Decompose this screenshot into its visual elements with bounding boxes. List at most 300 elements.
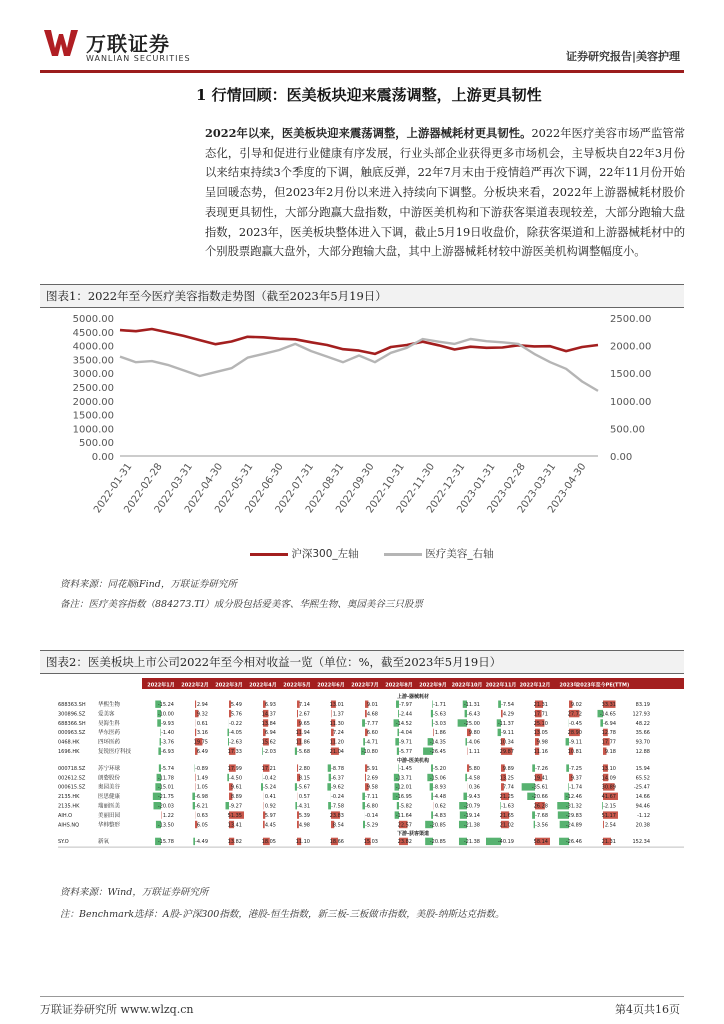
table-cell-value: 11.94 bbox=[295, 730, 310, 737]
table-cell-value: 2.67 bbox=[298, 711, 310, 718]
table-cell-value: -7.11 bbox=[365, 794, 378, 801]
table-cell-value: -6.43 bbox=[467, 711, 480, 718]
table-cell-value: 21.31 bbox=[533, 702, 548, 708]
table-cell-value: 9.65 bbox=[298, 720, 310, 727]
table-cell-value: -19.14 bbox=[463, 812, 480, 819]
table-cell-value: 48.22 bbox=[635, 720, 650, 727]
table-cell-value: -4.49 bbox=[195, 839, 208, 846]
table-cell-value: -14.35 bbox=[429, 739, 446, 746]
page-footer bbox=[40, 996, 684, 1017]
left-axis-tick: 5000.00 bbox=[72, 314, 114, 325]
table-cell-value: 21.25 bbox=[499, 794, 514, 801]
table-row-code: 2135.HK bbox=[58, 803, 80, 810]
table-cell-value: 1.22 bbox=[162, 812, 174, 819]
x-axis-tick: 2022-07-31 bbox=[273, 461, 317, 516]
table-cell-value: 17.71 bbox=[533, 711, 548, 718]
paragraph-lead: 2022年以来，医美板块迎来震荡调整，上游器械耗材更具韧性。 bbox=[205, 126, 532, 140]
table-cell-value: 21.02 bbox=[499, 822, 514, 829]
table-row-name: 华韩整形 bbox=[98, 822, 121, 829]
table-cell-value: 15.62 bbox=[261, 739, 276, 746]
table-cell-value: -13.71 bbox=[395, 775, 412, 782]
table-cell-value: -5.63 bbox=[433, 711, 446, 718]
table-cell-value: -5.67 bbox=[297, 784, 310, 791]
table-cell-value: 27.72 bbox=[567, 711, 582, 718]
table-cell-value: 3.16 bbox=[196, 730, 208, 737]
table-cell-value: -35.61 bbox=[531, 784, 548, 791]
table-row-code: 300896.SZ bbox=[58, 711, 86, 718]
table-cell-value: 12.78 bbox=[601, 730, 616, 737]
table-cell-value: 0.36 bbox=[468, 784, 480, 791]
table-row-name: 奥园美谷 bbox=[98, 784, 121, 791]
table-cell-value: -11.64 bbox=[395, 812, 412, 819]
table-cell-value: 20.38 bbox=[635, 822, 650, 829]
table-cell-value: -11.37 bbox=[497, 720, 514, 727]
table-cell-value: -7.97 bbox=[399, 702, 412, 708]
table-column-header: 2022年10月 bbox=[451, 682, 483, 689]
table-cell-value: -10.00 bbox=[157, 711, 174, 718]
table-cell-value: 13.10 bbox=[601, 765, 616, 772]
table-cell-value: 28.90 bbox=[567, 730, 582, 737]
table-column-header: 2022年7月 bbox=[351, 682, 379, 689]
table-cell-value: -25.00 bbox=[463, 720, 480, 727]
table-cell-value: -5.68 bbox=[297, 749, 310, 755]
page-number: 第4页共16页 bbox=[615, 1003, 680, 1016]
table-cell-value: -4.31 bbox=[297, 803, 310, 810]
table-cell-value: -4.06 bbox=[467, 739, 480, 746]
left-axis-tick: 4500.00 bbox=[72, 327, 114, 339]
table-cell-value: 152.34 bbox=[632, 839, 650, 846]
table-row-name: 医思健康 bbox=[98, 794, 121, 801]
table-cell-value: 9.37 bbox=[570, 775, 582, 782]
table-bar-positive bbox=[433, 729, 434, 736]
table-cell-value: -7.68 bbox=[535, 812, 548, 819]
left-axis-tick: 1000.00 bbox=[72, 424, 114, 436]
table-cell-value: -2.63 bbox=[229, 739, 242, 746]
left-axis-tick: 500.00 bbox=[79, 438, 114, 450]
table-row-name: 昊海生科 bbox=[98, 720, 121, 727]
table-cell-value: -20.66 bbox=[531, 794, 548, 801]
table-cell-value: -9.11 bbox=[501, 730, 514, 737]
table-cell-value: -20.85 bbox=[429, 839, 446, 846]
table-cell-value: -26.46 bbox=[565, 839, 582, 846]
table-cell-value: 29.87 bbox=[499, 749, 514, 755]
left-axis-tick: 0.00 bbox=[91, 452, 114, 463]
table-cell-value: 21.04 bbox=[329, 749, 344, 755]
brand-name-en: WANLIAN SECURITIES bbox=[86, 54, 191, 63]
table-row-name: 新氧 bbox=[98, 839, 110, 846]
table-cell-value: -1.40 bbox=[161, 730, 174, 737]
table-cell-value: -3.76 bbox=[161, 739, 174, 746]
table-cell-value: 25.10 bbox=[533, 720, 548, 727]
table-cell-value: -1.74 bbox=[569, 784, 582, 791]
table-cell-value: 127.93 bbox=[632, 711, 650, 718]
right-axis-tick: 1500.00 bbox=[610, 369, 652, 381]
table-cell-value: 8.89 bbox=[230, 794, 242, 801]
table-cell-value: -4.58 bbox=[467, 775, 480, 782]
table-cell-value: -6.98 bbox=[195, 794, 208, 801]
paragraph-body: 2022年医疗美容市场严监管常态化，引导和促进行业健康有序发展，行业头部企业获得更多市场机会，主导板块自22年3月份以来结束持续3个季度的下调，触底反弹，22年7月末由于疫情趋严再次下调，22年11月份开始呈回暖态势，但2023年2月份以来进入持续向下调整。分板块来看，2022年上游器械耗材股价表现更具韧性，大部分跑赢大盘指数，中游医美机构和下游获客渠道表现较差，大部分跑输大盘指数，2023年，医美板块整体进入下调，截止5月19日收盘价，除获客渠道和上游器械耗材中的个别股票跑赢大盘外，大部分跑输大盘，其中上游器械耗材较中游医美机构调整幅度小。 bbox=[205, 127, 685, 259]
table-cell-value: -5.77 bbox=[399, 749, 412, 755]
table-cell-value: -1.45 bbox=[399, 765, 412, 772]
table-column-header: 2022年8月 bbox=[385, 682, 413, 689]
table-row-name: 华熙生物 bbox=[98, 702, 121, 708]
table-row-name: 苏宁环球 bbox=[98, 765, 121, 772]
table-cell-value: 14.66 bbox=[635, 794, 650, 801]
table-cell-value: -5.74 bbox=[161, 765, 174, 772]
table-cell-value: 65.52 bbox=[635, 775, 650, 782]
table-cell-value: 17.99 bbox=[227, 765, 242, 772]
table-cell-value: 19.75 bbox=[193, 739, 208, 746]
table-cell-value: -21.38 bbox=[463, 839, 480, 846]
table-cell-value: -3.03 bbox=[433, 720, 446, 727]
table-cell-value: -4.50 bbox=[229, 775, 242, 782]
legend-label-hs300: 沪深300_左轴 bbox=[291, 548, 359, 560]
table-cell-value: 93.70 bbox=[635, 739, 650, 746]
table-cell-value: -0.45 bbox=[569, 720, 582, 727]
table-cell-value: 8.15 bbox=[298, 775, 310, 782]
table-cell-value: 11.30 bbox=[329, 720, 344, 727]
table-cell-value: 13.84 bbox=[261, 720, 276, 727]
table-cell-value: 5.49 bbox=[230, 702, 242, 708]
table-row-code: 000615.SZ bbox=[58, 784, 86, 791]
x-axis-tick: 2022-06-30 bbox=[243, 461, 286, 516]
table-cell-value: 14.09 bbox=[601, 775, 616, 782]
x-axis-tick: 2023-01-31 bbox=[455, 461, 498, 516]
table-cell-value: -14.65 bbox=[599, 711, 616, 718]
table-cell-value: 9.18 bbox=[604, 749, 616, 755]
table-cell-value: -4.04 bbox=[399, 730, 412, 737]
table-cell-value: 1.37 bbox=[332, 711, 344, 718]
table-column-header: 2022年3月 bbox=[215, 682, 243, 689]
table-cell-value: 2.80 bbox=[298, 765, 310, 772]
table-cell-value: 5.80 bbox=[468, 765, 480, 772]
brand-name: 万联证券 bbox=[86, 32, 170, 56]
x-axis-tick: 2022-03-31 bbox=[152, 461, 195, 516]
table-cell-value: 21.65 bbox=[499, 812, 514, 819]
table-group-label: 中游-医美机构 bbox=[396, 757, 430, 764]
table-bar-positive bbox=[195, 774, 196, 781]
table-cell-value: 7.74 bbox=[502, 784, 514, 791]
table-cell-value: -15.01 bbox=[157, 784, 174, 791]
table-cell-value: 6.93 bbox=[264, 702, 276, 708]
table-cell-value: -2.44 bbox=[399, 711, 412, 718]
table-column-header: 2022年9月 bbox=[419, 682, 447, 689]
table-cell-value: 5.91 bbox=[366, 765, 378, 772]
table-cell-value: -15.78 bbox=[157, 839, 174, 846]
table-cell-value: -3.56 bbox=[535, 822, 548, 829]
section-title: 1 行情回顾：医美板块迎来震荡调整，上游更具韧性 bbox=[196, 86, 542, 104]
table-cell-value: 30.89 bbox=[601, 784, 616, 791]
page-header bbox=[40, 22, 684, 73]
table-cell-value: -4.71 bbox=[365, 739, 378, 746]
table-cell-value: -8.93 bbox=[433, 784, 446, 791]
table-cell-value: -9.43 bbox=[467, 794, 480, 801]
table-cell-value: -40.19 bbox=[497, 839, 514, 846]
table-cell-value: -20.85 bbox=[429, 822, 446, 829]
table-column-header: 2022年4月 bbox=[249, 682, 277, 689]
x-axis-tick: 2022-02-28 bbox=[122, 461, 165, 516]
legend-label-medbeauty: 医疗美容_右轴 bbox=[425, 548, 494, 560]
left-axis-tick: 1500.00 bbox=[72, 410, 114, 422]
table-cell-value: 4.68 bbox=[366, 711, 378, 718]
table-cell-value: 0.61 bbox=[196, 720, 208, 727]
table-cell-value: 17.21 bbox=[261, 765, 276, 772]
table-row-code: 688366.SH bbox=[58, 720, 86, 727]
table-cell-value: 9.89 bbox=[502, 765, 514, 772]
relative-return-table bbox=[58, 678, 684, 876]
table-cell-value: -6.21 bbox=[195, 803, 208, 810]
table-cell-value: 6.49 bbox=[196, 749, 208, 755]
table-row-code: 000963.SZ bbox=[58, 730, 86, 737]
right-axis-tick: 500.00 bbox=[610, 424, 645, 436]
table-column-header: 2022年11月 bbox=[485, 682, 517, 689]
wanlian-logo-icon bbox=[44, 28, 78, 58]
table-cell-value: 17.77 bbox=[601, 739, 616, 746]
table-cell-value: -7.77 bbox=[365, 720, 378, 727]
table-cell-value: -0.22 bbox=[229, 720, 242, 727]
table-cell-value: 12.88 bbox=[635, 749, 650, 755]
table-cell-value: -4.83 bbox=[433, 812, 446, 819]
legend-swatch-hs300 bbox=[250, 553, 288, 556]
table-cell-value: -12.01 bbox=[395, 784, 412, 791]
x-axis-tick: 2022-01-31 bbox=[92, 461, 135, 516]
table-cell-value: -7.25 bbox=[569, 765, 582, 772]
figure1-source: 资料来源：同花顺iFind，万联证券研究所 bbox=[60, 579, 237, 590]
table-cell-value: 23.82 bbox=[397, 839, 412, 846]
x-axis-tick: 2022-04-30 bbox=[182, 461, 226, 516]
table-cell-value: 7.24 bbox=[332, 730, 344, 737]
table-cell-value: -2.15 bbox=[603, 803, 616, 810]
table-cell-value: 0.63 bbox=[196, 812, 208, 819]
table-cell-value: -5.29 bbox=[365, 822, 378, 829]
table-cell-value: -1.12 bbox=[637, 812, 650, 819]
x-axis-tick: 2022-10-31 bbox=[364, 461, 407, 516]
table-row-code: 1696.HK bbox=[58, 749, 80, 755]
table-cell-value: -15.06 bbox=[429, 775, 446, 782]
table-cell-value: -8.78 bbox=[331, 765, 344, 772]
table-cell-value: 8.54 bbox=[332, 822, 344, 829]
table-cell-value: 23.83 bbox=[329, 812, 344, 819]
table-cell-value: 9.01 bbox=[366, 702, 378, 708]
table-cell-value: -24.89 bbox=[565, 822, 582, 829]
right-axis-tick: 1000.00 bbox=[610, 396, 652, 408]
table-cell-value: -12.46 bbox=[565, 794, 582, 801]
right-axis-tick: 2000.00 bbox=[610, 341, 652, 353]
table-row-name: 朗姿股份 bbox=[98, 775, 121, 782]
left-axis-tick: 2000.00 bbox=[72, 396, 114, 408]
table-cell-value: 13.05 bbox=[533, 730, 548, 737]
table-cell-value: 5.39 bbox=[298, 812, 310, 819]
table-cell-value: 10.34 bbox=[499, 739, 514, 746]
table-group-label: 上游-器械耗材 bbox=[396, 694, 430, 700]
table-bar-positive bbox=[365, 774, 366, 781]
table-cell-value: 17.33 bbox=[227, 749, 242, 755]
table-cell-value: -2.03 bbox=[263, 749, 276, 755]
table-cell-value: -14.52 bbox=[395, 720, 412, 727]
right-axis-tick: 2500.00 bbox=[610, 314, 652, 325]
table-cell-value: -9.93 bbox=[161, 720, 174, 727]
table-column-header: 2022年6月 bbox=[317, 682, 345, 689]
table-bar-positive bbox=[331, 710, 332, 717]
x-axis-tick: 2022-11-30 bbox=[394, 461, 438, 516]
left-axis-tick: 3500.00 bbox=[72, 355, 114, 367]
table-cell-value: 33.31 bbox=[601, 702, 616, 708]
table-row-code: SY.O bbox=[58, 839, 69, 846]
chart-legend bbox=[250, 546, 494, 561]
footer-site: 万联证券研究所 www.wlzq.cn bbox=[40, 1003, 194, 1016]
table-cell-value: 15.94 bbox=[635, 765, 650, 772]
table-cell-value: -1.71 bbox=[433, 702, 446, 708]
table-group-label: 下游-获客渠道 bbox=[396, 831, 430, 838]
table-row-code: 2135.HK bbox=[58, 794, 80, 801]
table-cell-value: 22.57 bbox=[397, 822, 412, 829]
table-cell-value: -10.80 bbox=[361, 749, 378, 755]
table-cell-value: 0.92 bbox=[264, 803, 276, 810]
table-cell-value: 51.35 bbox=[227, 812, 242, 819]
table-cell-value: 10.81 bbox=[567, 749, 582, 755]
table-cell-value: -6.80 bbox=[365, 803, 378, 810]
table-cell-value: -5.24 bbox=[263, 784, 276, 791]
table-cell-value: 11.16 bbox=[533, 749, 548, 755]
table-cell-value: -9.62 bbox=[331, 784, 344, 791]
table-column-header: 2023年至今PE(TTM) bbox=[576, 682, 630, 689]
figure1-title: 图表1：2022年至今医疗美容指数走势图（截至2023年5月19日） bbox=[40, 284, 684, 308]
table-cell-value: -11.78 bbox=[157, 775, 174, 782]
table-column-header: 2022年1月 bbox=[147, 682, 175, 689]
table-cell-value: 11.10 bbox=[295, 839, 310, 846]
table-cell-value: 2.69 bbox=[366, 775, 378, 782]
table-cell-value: -5.82 bbox=[399, 803, 412, 810]
table-row-name: 瑞丽医美 bbox=[98, 803, 121, 810]
table-cell-value: -20.79 bbox=[463, 803, 480, 810]
table-cell-value: -9.71 bbox=[399, 739, 412, 746]
table-cell-value: 7.14 bbox=[298, 702, 310, 708]
table-cell-value: 6.94 bbox=[264, 730, 276, 737]
table-cell-value: 19.41 bbox=[533, 775, 548, 782]
table-cell-value: -21.38 bbox=[463, 822, 480, 829]
table-cell-value: 4.45 bbox=[264, 822, 276, 829]
table-cell-value: 9.32 bbox=[196, 711, 208, 718]
figure2-note: 注：Benchmark选择：A股-沪深300指数，港股-恒生指数，新三板-三板做市指数，美股-纳斯达克指数。 bbox=[60, 909, 505, 920]
table-cell-value: 1.86 bbox=[434, 730, 446, 737]
table-cell-value: 5.97 bbox=[264, 812, 276, 819]
table-row-code: 0468.HK bbox=[58, 739, 80, 746]
table-cell-value: 35.66 bbox=[635, 730, 650, 737]
table-cell-value: -1.63 bbox=[501, 803, 514, 810]
table-cell-value: -0.89 bbox=[195, 765, 208, 772]
table-cell-value: -6.94 bbox=[603, 720, 616, 727]
table-column-header: 2023年 bbox=[559, 682, 579, 689]
x-axis-tick: 2023-02-28 bbox=[485, 461, 528, 516]
left-axis-tick: 3000.00 bbox=[72, 369, 114, 381]
table-cell-value: 9.80 bbox=[468, 730, 480, 737]
table-cell-value: 94.46 bbox=[635, 803, 650, 810]
table-cell-value: -9.11 bbox=[569, 739, 582, 746]
table-cell-value: 13.41 bbox=[227, 822, 242, 829]
table-cell-value: 51.17 bbox=[601, 812, 616, 819]
table-cell-value: 5.76 bbox=[230, 711, 242, 718]
table-cell-value: -6.37 bbox=[331, 775, 344, 782]
left-axis-tick: 2500.00 bbox=[72, 383, 114, 394]
table-cell-value: 26.28 bbox=[533, 803, 548, 810]
table-cell-value: -0.24 bbox=[331, 794, 344, 801]
table-cell-value: 1.11 bbox=[468, 749, 480, 755]
table-cell-value: 58.14 bbox=[533, 839, 548, 846]
table-cell-value: 2.54 bbox=[604, 822, 616, 829]
table-cell-value: 4.98 bbox=[298, 822, 310, 829]
table-cell-value: 21.31 bbox=[601, 839, 616, 846]
table-column-header: 2022年2月 bbox=[181, 682, 209, 689]
legend-swatch-medbeauty bbox=[384, 553, 422, 556]
table-cell-value: 6.05 bbox=[196, 822, 208, 829]
table-cell-value: 2.94 bbox=[196, 702, 208, 708]
table-bar-positive bbox=[603, 821, 604, 828]
table-row-name: 美丽田园 bbox=[98, 812, 121, 819]
index-trend-chart bbox=[40, 308, 684, 570]
table-row-code: 000718.SZ bbox=[58, 765, 86, 772]
figure2-title: 图表2：医美板块上市公司2022年至今相对收益一览（单位：%，截至2023年5月19日） bbox=[40, 650, 684, 674]
table-cell-value: -4.05 bbox=[229, 730, 242, 737]
table-cell-value: 1.49 bbox=[196, 775, 208, 782]
table-cell-value: -25.47 bbox=[633, 784, 650, 791]
table-cell-value: -26.45 bbox=[429, 749, 446, 755]
table-cell-value: -16.95 bbox=[395, 794, 412, 801]
table-cell-value: -7.58 bbox=[331, 803, 344, 810]
table-cell-value: 1.05 bbox=[196, 784, 208, 791]
table-column-header: 2022年5月 bbox=[283, 682, 311, 689]
figure2-source: 资料来源：Wind，万联证券研究所 bbox=[60, 887, 209, 898]
table-row-name: 爱美客 bbox=[98, 711, 115, 718]
table-cell-value: -20.03 bbox=[157, 803, 174, 810]
table-cell-value: -31.32 bbox=[565, 803, 582, 810]
table-cell-value: 14.37 bbox=[261, 711, 276, 718]
table-row-code: 002612.SZ bbox=[58, 775, 86, 782]
table-cell-value: 13.01 bbox=[329, 702, 344, 708]
table-row-code: 688363.SH bbox=[58, 702, 86, 708]
table-cell-value: 11.20 bbox=[329, 739, 344, 746]
x-axis-tick: 2022-08-31 bbox=[303, 461, 347, 516]
table-cell-value: -7.54 bbox=[501, 702, 514, 708]
table-cell-value: 18.66 bbox=[329, 839, 344, 846]
table-bar-positive bbox=[297, 710, 298, 717]
report-type: 证券研究报告|美容护理 bbox=[565, 50, 680, 63]
table-cell-value: -0.42 bbox=[263, 775, 276, 782]
table-cell-value: -5.20 bbox=[433, 765, 446, 772]
table-cell-value: -15.24 bbox=[157, 702, 174, 708]
x-axis-tick: 2022-05-31 bbox=[213, 461, 256, 516]
figure1-note: 备注：医疗美容指数（884273.TI）成分股包括爱美客、华熙生物、奥园美谷三只股票 bbox=[60, 599, 423, 610]
table-cell-value: 9.02 bbox=[570, 702, 582, 708]
table-row-name: 华东医药 bbox=[98, 730, 121, 737]
table-cell-value: -21.75 bbox=[157, 794, 174, 801]
table-cell-value: -0.14 bbox=[365, 812, 378, 819]
table-cell-value: 9.98 bbox=[536, 739, 548, 746]
table-cell-value: -7.26 bbox=[535, 765, 548, 772]
table-row-name: 四环医药 bbox=[98, 739, 121, 746]
x-axis-tick: 2022-09-30 bbox=[334, 461, 377, 516]
table-cell-value: 0.57 bbox=[298, 794, 310, 801]
table-cell-value: 4.29 bbox=[502, 711, 514, 718]
table-column-header: 2022年12月 bbox=[519, 682, 551, 689]
table-cell-value: -9.27 bbox=[229, 803, 242, 810]
x-axis-tick: 2022-12-31 bbox=[425, 461, 468, 516]
table-cell-value: 13.25 bbox=[499, 775, 514, 782]
table-cell-value: 9.61 bbox=[230, 784, 242, 791]
table-cell-value: -6.93 bbox=[161, 749, 174, 755]
table-row-code: AIH.O bbox=[58, 812, 73, 819]
x-axis-tick: 2023-04-30 bbox=[546, 461, 589, 516]
table-cell-value: 83.19 bbox=[635, 702, 650, 708]
